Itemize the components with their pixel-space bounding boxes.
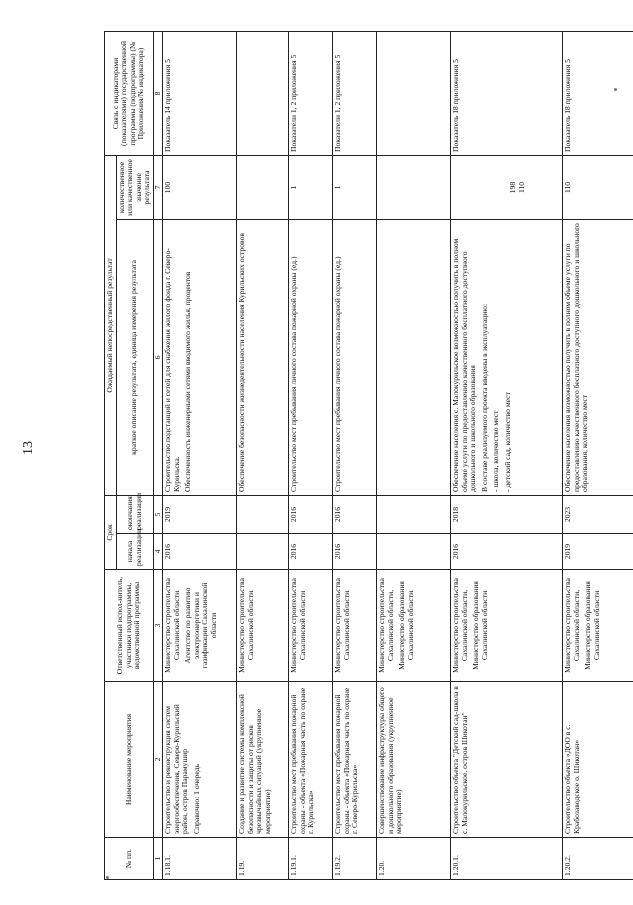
cell-end — [163, 495, 237, 533]
cell-num — [451, 838, 563, 880]
header-brief: краткое описание результата, единица измерения результата — [116, 219, 153, 495]
cell-num — [163, 838, 237, 880]
cell-link — [237, 31, 289, 155]
cell-end — [563, 495, 633, 533]
cell-name — [163, 682, 237, 838]
cell-paragraph: Министерство строительства Сахалинской области, — [377, 578, 395, 673]
page-number: 13 — [21, 441, 36, 455]
cell-text: 1.20. — [377, 860, 386, 876]
cell-num — [333, 838, 377, 880]
cell-text: 2016 — [289, 506, 298, 523]
cell-executor — [377, 570, 451, 682]
cell-executor — [563, 570, 633, 682]
cell-paragraph: Министерство строительства Сахалинской области — [289, 578, 307, 673]
table-row — [163, 31, 237, 879]
cell-name — [333, 682, 377, 838]
cell-qty — [563, 155, 633, 219]
cell-name — [377, 682, 451, 838]
cell-start — [377, 534, 451, 570]
qty-value: 198 — [508, 181, 517, 194]
cell-name — [237, 682, 289, 838]
col-number: 4 — [153, 534, 163, 570]
cell-executor — [451, 570, 563, 682]
header-result: Ожидаемый непосредственный результат — [105, 155, 117, 495]
col-number: 6 — [153, 219, 163, 495]
header-executor: Ответственный испол-нитель, участники подпрограммы, ведомственной программы — [105, 570, 154, 682]
cell-text: 2016 — [333, 543, 342, 560]
cell-paragraph: Обеспечение безопасности жизнедеятельности населения Курильских островов — [237, 233, 246, 492]
cell-paragraph: Агентство по развитию электроэнергетики и газификации Сахалинской области — [183, 582, 218, 669]
cell-paragraph: - школа, количество мест — [491, 410, 500, 492]
cell-name — [563, 682, 633, 838]
cell-qty — [451, 155, 563, 219]
header-row-1 — [105, 31, 117, 879]
cell-text: 1.20.1. — [451, 855, 460, 876]
cell-paragraph: Совершенствование инфраструктуры общего и дошкольного образования (укрупненное мероприятие) — [377, 687, 403, 834]
column-numbers-row — [153, 31, 163, 879]
cell-end — [289, 495, 333, 533]
cell-paragraph: Обеспеченность инженерными сетями вводимого жилья, процентов — [183, 271, 192, 492]
cell-paragraph: Строительство и реконструкция систем энергообеспечения, Северо-Курильский район, остров Парамушир — [163, 704, 189, 834]
cell-start — [289, 534, 333, 570]
cell-start — [163, 534, 237, 570]
cell-paragraph: Министерство строительства Сахалинской области — [163, 578, 181, 673]
header-start: начала реализации — [116, 534, 153, 570]
cell-executor — [333, 570, 377, 682]
cell-text: 1.19.1. — [289, 855, 298, 876]
header-name: Наименование мероприятия — [105, 682, 154, 838]
cell-num — [563, 838, 633, 880]
cell-text: 1 — [333, 185, 342, 190]
cell-executor — [163, 570, 237, 682]
cell-link — [333, 31, 377, 155]
cell-num — [377, 838, 451, 880]
cell-start — [333, 534, 377, 570]
cell-paragraph: Строительство мест пребывания пожарной охраны - объекта «Пожарная часть по охране г. Северо-Курильска» — [333, 687, 359, 834]
cell-text: 1.20.2. — [563, 855, 572, 876]
cell-paragraph: Строительство подстанций и сетей для снабжения жилого фонда г. Северо-Курильска. — [163, 248, 181, 492]
cell-qty — [163, 155, 237, 219]
col-number: 3 — [153, 570, 163, 682]
cell-start — [451, 534, 563, 570]
cell-paragraph: Министерство образования Сахалинской области — [397, 581, 415, 670]
cell-paragraph: Министерство строительства Сахалинской области, — [563, 578, 581, 673]
cell-link — [451, 31, 563, 155]
cell-link — [163, 31, 237, 155]
cell-paragraph: - детский сад, количество мест — [502, 392, 512, 492]
cell-text: 1 — [289, 185, 298, 190]
cell-start — [563, 534, 633, 570]
cell-brief — [289, 219, 333, 495]
cell-text: 2019 — [563, 543, 572, 560]
cell-paragraph: Министерство образования Сахалинской области — [471, 581, 489, 670]
cell-paragraph: Обеспечение населения с. Малокурильское возможностью получить в полном объеме услуги по предоставлению качественного бесплатного доступного дошкольного и школьного образования — [451, 238, 477, 492]
col-number: 1 — [153, 838, 163, 880]
measures-table — [104, 31, 633, 880]
col-number: 5 — [153, 495, 163, 533]
cell-num — [289, 838, 333, 880]
header-qty: количественное или качественное значение результата — [116, 155, 153, 219]
cell-end — [451, 495, 563, 533]
cell-executor — [237, 570, 289, 682]
cell-link — [377, 31, 451, 155]
cell-text: 100 — [163, 181, 172, 194]
table-row — [333, 31, 377, 879]
header-end: окончания реализации — [116, 495, 153, 533]
col-number: 2 — [153, 682, 163, 838]
table-row — [289, 31, 333, 879]
cell-start — [237, 534, 289, 570]
cell-paragraph: Строительство мест пребывания пожарной охраны - объекта «Пожарная часть по охране г. Курильска» — [289, 687, 315, 834]
rotated-document — [104, 32, 624, 880]
scan-dot — [106, 876, 109, 879]
cell-brief — [563, 219, 633, 495]
cell-end — [237, 495, 289, 533]
cell-name — [289, 682, 333, 838]
cell-brief — [333, 219, 377, 495]
cell-brief — [237, 219, 289, 495]
scan-dot — [614, 88, 617, 91]
cell-paragraph: Создание и развитие системы комплексной безопасности и защиты от рисков чрезвычайных ситуаций (укрупненное мероприятие) — [237, 694, 272, 834]
cell-text: 1.19. — [237, 860, 246, 876]
cell-text: Показатель 14 приложения 5 — [163, 59, 172, 152]
cell-paragraph: Министерство строительства Сахалинской области — [333, 578, 351, 673]
cell-paragraph: Строительство мест пребывания личного состава пожарной охраны (ед.) — [333, 256, 342, 492]
cell-link — [289, 31, 333, 155]
cell-text: 2016 — [333, 506, 342, 523]
cell-paragraph: Строительство объекта "Детский сад-школа в с. Малокурильское, остров Шикотан" — [451, 686, 469, 834]
cell-end — [333, 495, 377, 533]
cell-paragraph: Справочно: 1 очередь — [191, 764, 201, 834]
cell-qty — [333, 155, 377, 219]
cell-text: 2016 — [451, 543, 460, 560]
cell-qty — [237, 155, 289, 219]
cell-text: Показатель 18 приложения 5 — [563, 59, 572, 152]
cell-text: 1.19.2. — [333, 855, 342, 876]
cell-name — [451, 682, 563, 838]
cell-text: 110 — [563, 181, 572, 194]
table-row — [563, 31, 633, 879]
cell-link — [563, 31, 633, 155]
cell-paragraph: В составе реализуемого проекта введены в эксплуатацию: — [479, 303, 489, 492]
cell-text: 2023 — [563, 506, 572, 523]
cell-brief — [451, 219, 563, 495]
qty-value: 110 — [516, 181, 526, 194]
cell-text: 1.18.1. — [163, 855, 172, 876]
cell-paragraph: Министерство строительства Сахалинской области, — [451, 578, 469, 673]
cell-qty — [377, 155, 451, 219]
col-number: 7 — [153, 155, 163, 219]
cell-text: 2016 — [289, 543, 298, 560]
col-number: 8 — [153, 31, 163, 155]
table-row — [237, 31, 289, 879]
cell-paragraph: Министерство образования Сахалинской области — [583, 581, 601, 670]
cell-executor — [289, 570, 333, 682]
cell-paragraph: Строительство мест пребывания личного состава пожарной охраны (ед.) — [289, 256, 298, 492]
cell-text: 2016 — [163, 543, 172, 560]
cell-text: Показатель 18 приложения 5 — [451, 59, 460, 152]
header-link: Связь с индикаторами (показателями) государственной программы (подпрограммы) (№ Приложения/№ индикатора) — [105, 31, 154, 155]
table-row — [377, 31, 451, 879]
cell-brief — [163, 219, 237, 495]
header-term: Срок — [105, 495, 117, 569]
header-num: № пп. — [105, 838, 154, 880]
table-row — [451, 31, 563, 879]
cell-brief — [377, 219, 451, 495]
cell-text: Показатели 1, 2 приложения 5 — [333, 54, 342, 152]
cell-num — [237, 838, 289, 880]
cell-text: 2018 — [451, 506, 460, 523]
cell-text: 2019 — [163, 506, 172, 523]
cell-paragraph: Строительство объекта «ДОО в с. Крабозаводское о. Шикотан» — [563, 724, 581, 834]
cell-qty — [289, 155, 333, 219]
cell-end — [377, 495, 451, 533]
cell-paragraph: Министерство строительства Сахалинской области — [237, 578, 255, 673]
cell-paragraph: Обеспечение населения возможностью получить в полном объеме услуги по предоставлению качественного бесплатного доступного дошкольного и школьного образования, количество мест — [563, 223, 589, 492]
cell-text: Показатели 1, 2 приложения 5 — [289, 54, 298, 152]
